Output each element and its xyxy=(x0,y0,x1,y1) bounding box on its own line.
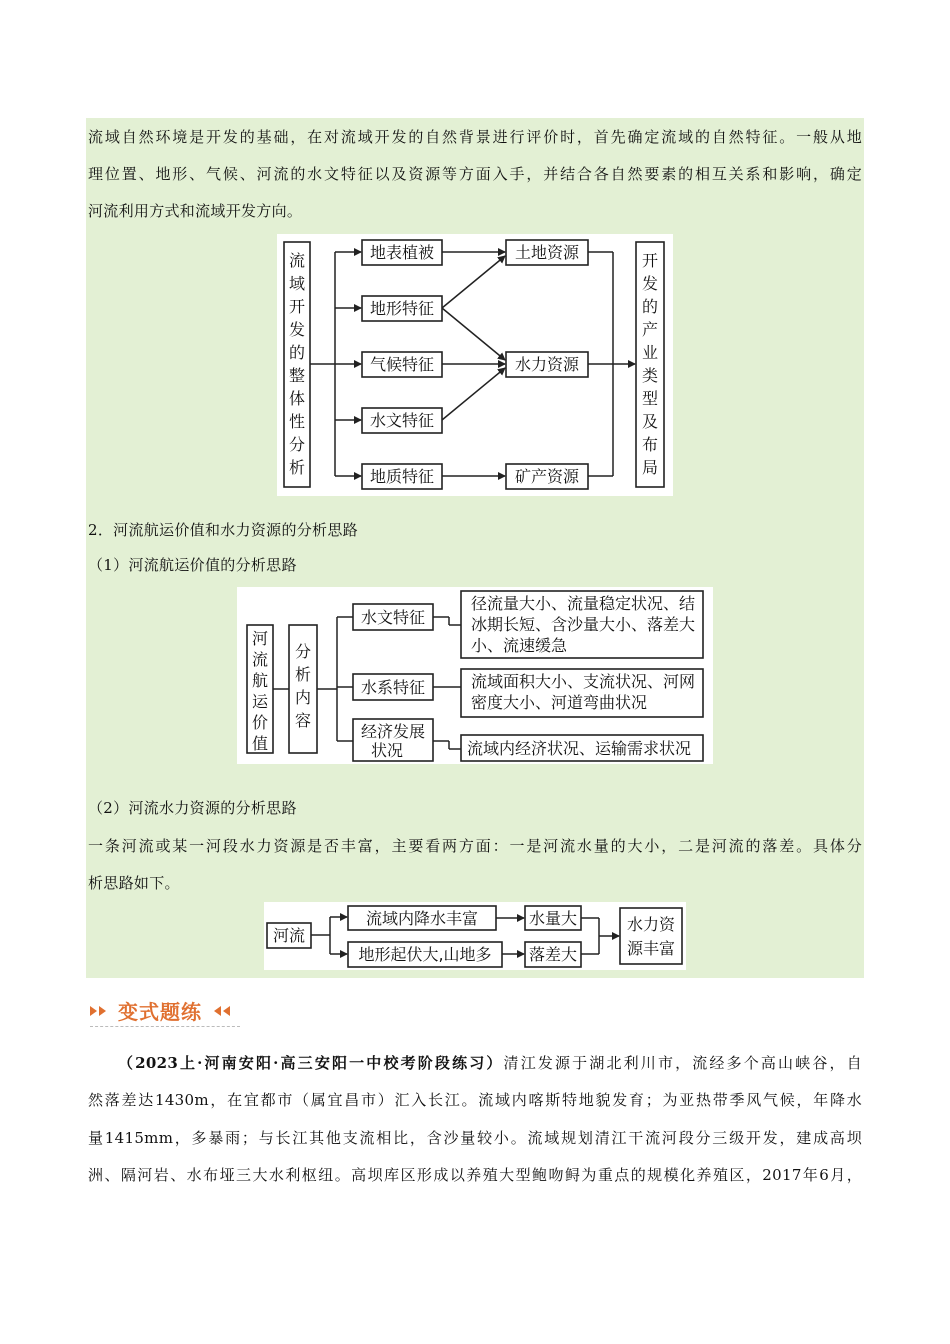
triangle-right-icon xyxy=(99,1006,106,1016)
label-hydropower-resources: 水力资源 xyxy=(514,355,580,374)
right-char: 局 xyxy=(641,458,659,477)
label-economic-development-2: 状况 xyxy=(371,741,404,760)
hydropower-para-line-1: 一条河流或某一河段水力资源是否丰富，主要看两方面：一是河流水量的大小，二是河流的落差。具体分 xyxy=(88,837,862,855)
exercise-line-1 xyxy=(118,1053,862,1073)
triangle-left-icon xyxy=(223,1006,230,1016)
left-char: 开 xyxy=(288,297,306,316)
diagram-basin-analysis xyxy=(277,234,673,496)
label-river: 河流 xyxy=(272,926,306,945)
text-hydrology-details-2: 冰期长短、含沙量大小、落差大 xyxy=(471,615,696,634)
left-char: 的 xyxy=(288,343,306,362)
right-char: 类 xyxy=(641,366,659,385)
exercise-source: （2023上·河南安阳·高三安阳一中校考阶段练习） xyxy=(118,1054,504,1072)
left-char: 性 xyxy=(288,412,306,431)
label-rich-hydropower-2: 源丰富 xyxy=(626,939,676,958)
triangle-left-icon xyxy=(214,1006,221,1016)
right-char: 业 xyxy=(641,343,659,362)
label-surface-vegetation: 地表植被 xyxy=(369,243,435,262)
right-char: 产 xyxy=(641,320,659,339)
label-large-water-volume: 水量大 xyxy=(528,909,578,928)
left-char: 运 xyxy=(251,692,269,711)
text-hydrology-details-1: 径流量大小、流量稳定状况、结 xyxy=(471,594,696,613)
label-hydrology-features: 水文特征 xyxy=(369,411,435,430)
left-char: 流 xyxy=(288,251,306,270)
exercise-line-3: 量1415mm，多暴雨；与长江其他支流相比，含沙量较小。流域规划清江干流河段分三级开发，建成高坝 xyxy=(88,1129,862,1147)
right-char: 发 xyxy=(641,274,659,293)
section-2-heading: 2．河流航运价值和水力资源的分析思路 xyxy=(88,521,358,539)
left-char: 域 xyxy=(288,274,306,293)
right-char: 开 xyxy=(641,251,659,270)
right-char: 的 xyxy=(641,297,659,316)
label-abundant-precipitation: 流域内降水丰富 xyxy=(365,909,479,928)
triangle-right-icon xyxy=(90,1006,97,1016)
left-char: 价 xyxy=(251,713,269,732)
text-economic-details: 流域内经济状况、运输需求状况 xyxy=(467,739,692,758)
intro-line-1: 流域自然环境是开发的基础，在对流域开发的自然背景进行评价时，首先确定流域的自然特征。一般从地 xyxy=(88,128,862,146)
intro-line-2: 理位置、地形、气候、河流的水文特征以及资源等方面入手，并结合各自然要素的相互关系和影响，确定 xyxy=(88,165,862,183)
label-rugged-terrain: 地形起伏大,山地多 xyxy=(358,945,492,964)
mid-char: 内 xyxy=(294,688,312,707)
label-hydrology: 水文特征 xyxy=(360,608,426,627)
exercise-header xyxy=(90,994,240,1028)
right-char: 型 xyxy=(641,389,659,408)
sub-heading-2: （2）河流水力资源的分析思路 xyxy=(88,799,297,817)
label-land-resources: 土地资源 xyxy=(514,243,580,262)
sub-heading-1: （1）河流航运价值的分析思路 xyxy=(88,556,297,574)
diagram-hydropower-analysis xyxy=(264,902,686,970)
text-hydrology-details-3: 小、流速缓急 xyxy=(471,636,568,655)
left-char: 整 xyxy=(288,366,306,385)
mid-char: 分 xyxy=(294,642,312,661)
hydropower-para-line-2: 析思路如下。 xyxy=(88,874,180,892)
left-char: 体 xyxy=(288,389,306,408)
label-large-drop: 落差大 xyxy=(528,945,578,964)
left-char: 值 xyxy=(251,734,269,753)
left-char: 航 xyxy=(251,671,269,690)
left-char: 分 xyxy=(288,435,306,454)
exercise-title: 变式题练 xyxy=(118,1000,202,1024)
label-rich-hydropower-1: 水力资 xyxy=(626,915,676,934)
exercise-text-1: 清江发源于湖北利川市，流经多个高山峡谷，自 xyxy=(503,1054,862,1072)
label-climate-features: 气候特征 xyxy=(369,355,435,374)
label-geology-features: 地质特征 xyxy=(369,467,435,486)
left-char: 发 xyxy=(288,320,306,339)
left-char: 流 xyxy=(251,650,269,669)
mid-char: 析 xyxy=(294,665,312,684)
text-river-system-details-2: 密度大小、河道弯曲状况 xyxy=(471,693,648,712)
exercise-line-2: 然落差达1430m，在宜都市（属宜昌市）汇入长江。流域内喀斯特地貌发育；为亚热带季风气候，年降水 xyxy=(88,1091,862,1109)
mid-char: 容 xyxy=(294,711,312,730)
left-char: 河 xyxy=(251,629,269,648)
left-char: 析 xyxy=(288,458,306,477)
label-economic-development-1: 经济发展 xyxy=(360,722,426,741)
exercise-line-4: 洲、隔河岩、水布垭三大水利枢纽。高坝库区形成以养殖大型鲍吻鲟为重点的规模化养殖区，2017年6月， xyxy=(88,1166,862,1184)
label-terrain-features: 地形特征 xyxy=(369,299,435,318)
right-char: 及 xyxy=(641,412,659,431)
header-underline xyxy=(90,1026,240,1027)
label-mineral-resources: 矿产资源 xyxy=(514,467,580,486)
label-river-system: 水系特征 xyxy=(360,678,426,697)
diagram-navigation-value xyxy=(237,587,713,764)
right-char: 布 xyxy=(641,435,659,454)
text-river-system-details-1: 流域面积大小、支流状况、河网 xyxy=(471,672,696,691)
intro-line-3: 河流利用方式和流域开发方向。 xyxy=(88,202,303,220)
